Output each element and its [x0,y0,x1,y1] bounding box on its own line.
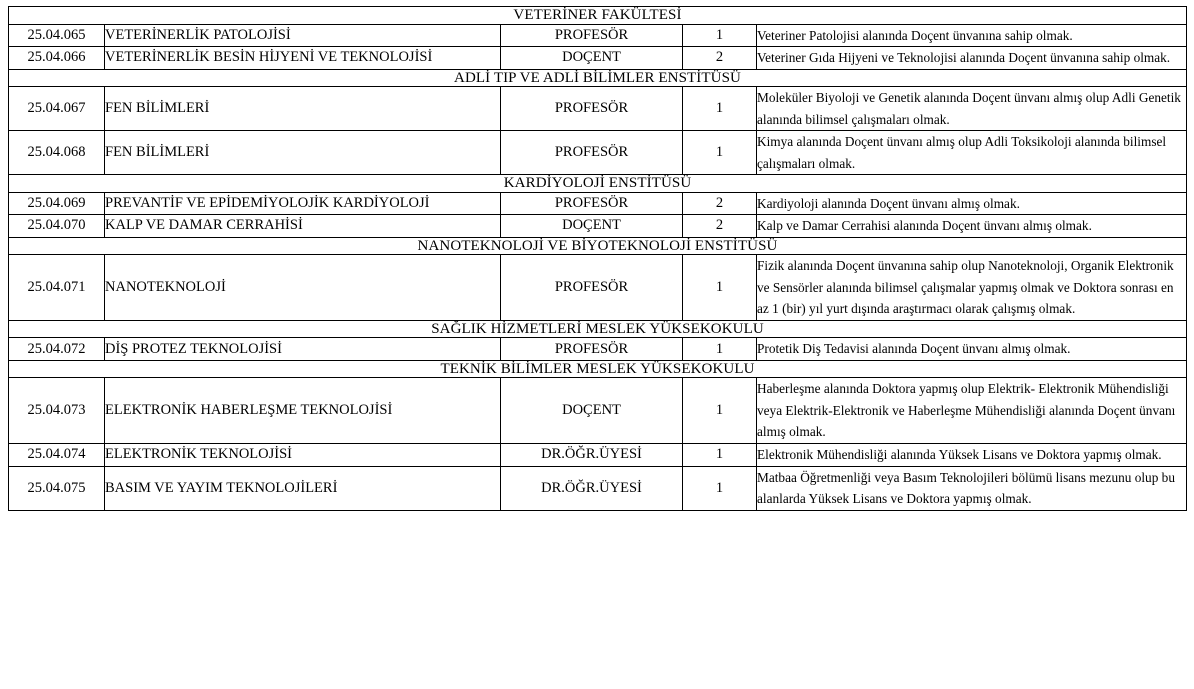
row-code: 25.04.065 [9,24,105,47]
row-title: DR.ÖĞR.ÜYESİ [501,443,683,466]
row-count: 2 [683,47,757,70]
row-count: 1 [683,87,757,131]
row-count: 1 [683,443,757,466]
section-row [9,237,1187,255]
row-description: Veteriner Patolojisi alanında Doçent ünvanına sahip olmak. [757,24,1187,47]
section-row [9,7,1187,25]
row-code: 25.04.066 [9,47,105,70]
row-title: DR.ÖĞR.ÜYESİ [501,466,683,510]
row-count: 1 [683,338,757,361]
table-row [9,131,1187,175]
row-title: PROFESÖR [501,131,683,175]
row-unit: VETERİNERLİK PATOLOJİSİ [105,24,501,47]
section-row [9,69,1187,87]
row-unit: FEN BİLİMLERİ [105,87,501,131]
row-code: 25.04.067 [9,87,105,131]
section-header: TEKNİK BİLİMLER MESLEK YÜKSEKOKULU [9,360,1187,378]
row-unit: PREVANTİF VE EPİDEMİYOLOJİK KARDİYOLOJİ [105,192,501,215]
section-header: SAĞLIK HİZMETLERİ MESLEK YÜKSEKOKULU [9,320,1187,338]
row-title: PROFESÖR [501,24,683,47]
row-title: PROFESÖR [501,87,683,131]
row-title: PROFESÖR [501,338,683,361]
row-description: Fizik alanında Doçent ünvanına sahip olup Nanoteknoloji, Organik Elektronik ve Sensörler alanında bilimsel çalışmalar yapmış olmak ve Doktora sonrası en az 1 (bir) yıl yurt dışında araştırmacı olarak çalışmış olmak. [757,255,1187,321]
row-title: DOÇENT [501,47,683,70]
row-code: 25.04.073 [9,378,105,444]
table-row [9,24,1187,47]
row-description: Matbaa Öğretmenliği veya Basım Teknolojileri bölümü lisans mezunu olup bu alanlarda Yüksek Lisans ve Doktora yapmış olmak. [757,466,1187,510]
table-row [9,215,1187,238]
table-row [9,192,1187,215]
table-row [9,47,1187,70]
section-header: NANOTEKNOLOJİ VE BİYOTEKNOLOJİ ENSTİTÜSÜ [9,237,1187,255]
row-description: Kalp ve Damar Cerrahisi alanında Doçent ünvanı almış olmak. [757,215,1187,238]
row-description: Elektronik Mühendisliği alanında Yüksek Lisans ve Doktora yapmış olmak. [757,443,1187,466]
row-count: 1 [683,255,757,321]
row-code: 25.04.071 [9,255,105,321]
table-row [9,87,1187,131]
row-count: 2 [683,192,757,215]
section-row [9,175,1187,193]
row-description: Veteriner Gıda Hijyeni ve Teknolojisi alanında Doçent ünvanına sahip olmak. [757,47,1187,70]
row-title: PROFESÖR [501,192,683,215]
row-unit: FEN BİLİMLERİ [105,131,501,175]
row-code: 25.04.072 [9,338,105,361]
section-header: ADLİ TIP VE ADLİ BİLİMLER ENSTİTÜSÜ [9,69,1187,87]
row-title: DOÇENT [501,215,683,238]
section-header: KARDİYOLOJİ ENSTİTÜSÜ [9,175,1187,193]
row-unit: DİŞ PROTEZ TEKNOLOJİSİ [105,338,501,361]
table-row [9,443,1187,466]
section-row [9,360,1187,378]
section-header: VETERİNER FAKÜLTESİ [9,7,1187,25]
table-body [9,7,1187,511]
row-count: 1 [683,378,757,444]
row-description: Protetik Diş Tedavisi alanında Doçent ünvanı almış olmak. [757,338,1187,361]
row-code: 25.04.074 [9,443,105,466]
row-unit: VETERİNERLİK BESİN HİJYENİ VE TEKNOLOJİSİ [105,47,501,70]
row-unit: ELEKTRONİK HABERLEŞME TEKNOLOJİSİ [105,378,501,444]
row-description: Moleküler Biyoloji ve Genetik alanında Doçent ünvanı almış olup Adli Genetik alanında bilimsel çalışmaları olmak. [757,87,1187,131]
row-code: 25.04.070 [9,215,105,238]
table-row [9,378,1187,444]
table-row [9,255,1187,321]
row-count: 1 [683,131,757,175]
row-description: Kardiyoloji alanında Doçent ünvanı almış olmak. [757,192,1187,215]
table-row [9,338,1187,361]
row-unit: BASIM VE YAYIM TEKNOLOJİLERİ [105,466,501,510]
vacancy-table [8,6,1187,511]
row-description: Haberleşme alanında Doktora yapmış olup Elektrik- Elektronik Mühendisliği veya Elektrik-Elektronik ve Haberleşme Mühendisliği alanında Doçent ünvanı almış olmak. [757,378,1187,444]
row-count: 2 [683,215,757,238]
row-count: 1 [683,466,757,510]
table-row [9,466,1187,510]
row-description: Kimya alanında Doçent ünvanı almış olup Adli Toksikoloji alanında bilimsel çalışmaları olmak. [757,131,1187,175]
row-unit: NANOTEKNOLOJİ [105,255,501,321]
row-code: 25.04.069 [9,192,105,215]
section-row [9,320,1187,338]
row-unit: KALP VE DAMAR CERRAHİSİ [105,215,501,238]
row-code: 25.04.075 [9,466,105,510]
row-count: 1 [683,24,757,47]
row-unit: ELEKTRONİK TEKNOLOJİSİ [105,443,501,466]
row-title: DOÇENT [501,378,683,444]
row-code: 25.04.068 [9,131,105,175]
row-title: PROFESÖR [501,255,683,321]
